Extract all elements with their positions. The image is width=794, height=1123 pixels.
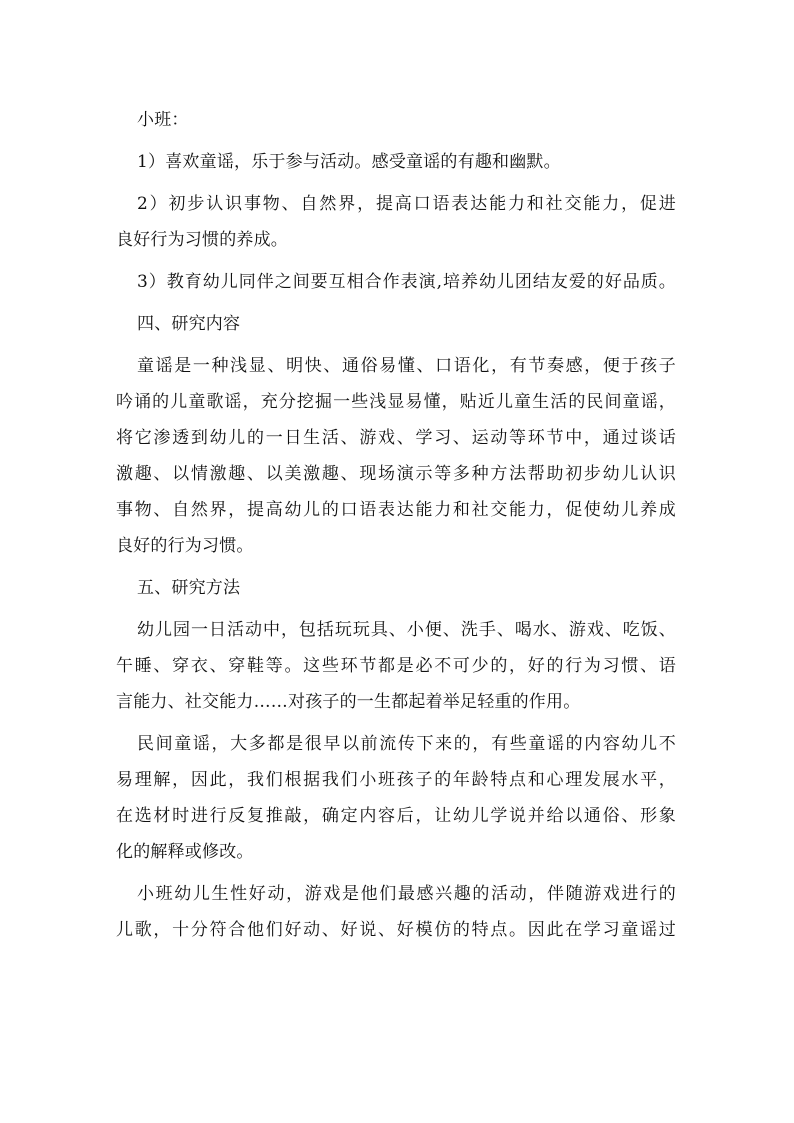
- section-5-p1-line: 午睡、穿衣、穿鞋等。这些环节都是必不可少的，好的行为习惯、语: [116, 656, 676, 676]
- section-4-line: 童谣是一种浅显、明快、通俗易懂、口语化，有节奏感，便于孩子: [137, 356, 676, 376]
- goal-line-1: 1）喜欢童谣，乐于参与活动。感受童谣的有趣和幽默。: [137, 152, 561, 172]
- goal-line-2-cont: 良好行为习惯的养成。: [116, 230, 288, 250]
- section-5-p3-line: 小班幼儿生性好动，游戏是他们最感兴趣的活动，伴随游戏进行的: [137, 884, 676, 904]
- section-4-line: 吟诵的儿童歌谣，充分挖掘一些浅显易懂，贴近儿童生活的民间童谣，: [116, 392, 676, 412]
- section-5-p2-line: 化的解释或修改。: [116, 842, 254, 862]
- section-4-title: 四、研究内容: [137, 314, 241, 334]
- document-body: [116, 102, 676, 948]
- heading-small-class: 小班：: [137, 110, 189, 130]
- section-5-p2-line: 易理解，因此，我们根据我们小班孩子的年龄特点和心理发展水平，: [116, 770, 676, 790]
- section-5-p1-line: 幼儿园一日活动中，包括玩玩具、小便、洗手、喝水、游戏、吃饭、: [137, 620, 676, 640]
- section-5-p1-line: 言能力、社交能力……对孩子的一生都起着举足轻重的作用。: [116, 692, 581, 712]
- section-5-p2-line: 在选材时进行反复推敲，确定内容后，让幼儿学说并给以通俗、形象: [116, 806, 676, 826]
- goal-line-3: 3）教育幼儿同伴之间要互相合作表演,培养幼儿团结友爱的好品质。: [137, 272, 676, 292]
- section-5-title: 五、研究方法: [137, 578, 241, 598]
- section-5-p2-line: 民间童谣，大多都是很早以前流传下来的，有些童谣的内容幼儿不: [137, 734, 676, 754]
- goal-line-2: 2）初步认识事物、自然界，提高口语表达能力和社交能力，促进: [137, 194, 676, 214]
- section-4-line: 激趣、以情激趣、以美激趣、现场演示等多种方法帮助初步幼儿认识: [116, 464, 676, 484]
- section-4-line: 将它渗透到幼儿的一日生活、游戏、学习、运动等环节中，通过谈话: [116, 428, 676, 448]
- section-4-line: 事物、自然界，提高幼儿的口语表达能力和社交能力，促使幼儿养成: [116, 500, 676, 520]
- section-4-line: 良好的行为习惯。: [116, 536, 254, 556]
- section-5-p3-line: 儿歌，十分符合他们好动、好说、好模仿的特点。因此在学习童谣过: [116, 920, 676, 940]
